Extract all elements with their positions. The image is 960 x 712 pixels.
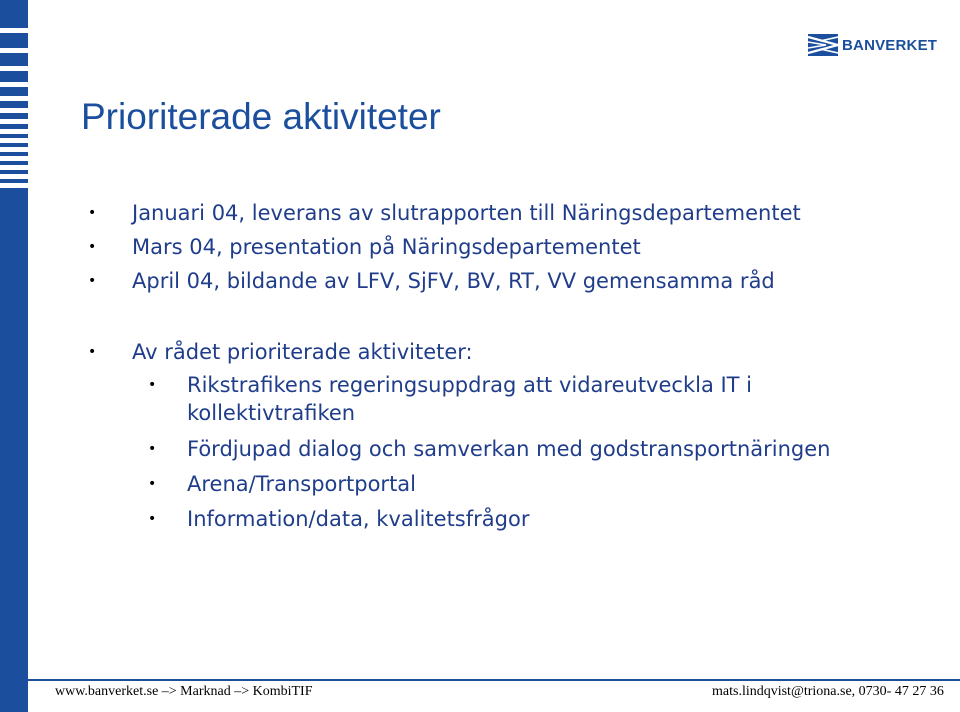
bullet-marker: • (88, 239, 97, 255)
sub-bullet-marker: • (148, 441, 157, 457)
bullet-item: Januari 04, leverans av slutrapporten till Näringsdepartementet (132, 201, 801, 225)
accent-stripe (0, 129, 28, 134)
bullet-item: Av rådet prioriterade aktiviteter: (132, 340, 473, 364)
sub-bullet-item: Fördjupad dialog och samverkan med godstransportnäringen (187, 437, 831, 461)
sub-bullet-marker: • (148, 377, 157, 393)
accent-stripe (0, 82, 28, 87)
bullet-marker: • (88, 205, 97, 221)
bullet-marker: • (88, 344, 97, 360)
accent-stripe (0, 147, 28, 152)
left-accent-bar (0, 0, 28, 712)
accent-stripe (0, 165, 28, 170)
bullet-item: April 04, bildande av LFV, SjFV, BV, RT, VV gemensamma råd (132, 269, 775, 293)
banverket-logo-icon (808, 34, 838, 56)
accent-stripe (0, 96, 28, 101)
accent-stripe (0, 174, 28, 179)
accent-stripe (0, 108, 28, 113)
sub-bullet-item: Arena/Transportportal (187, 472, 417, 496)
slide-title: Prioriterade aktiviteter (81, 96, 441, 137)
accent-stripe (0, 28, 28, 33)
sub-bullet-item: Information/data, kvalitetsfrågor (187, 507, 530, 531)
sub-bullet-item-continuation: kollektivtrafiken (187, 401, 356, 425)
accent-stripe (0, 183, 28, 188)
bullet-marker: • (88, 273, 97, 289)
accent-stripe (0, 66, 28, 71)
sub-bullet-marker: • (148, 511, 157, 527)
footer-contact[interactable]: mats.lindqvist@triona.se, 0730- 47 27 36 (712, 684, 944, 699)
sub-bullet-item: Rikstrafikens regeringsuppdrag att vidareutveckla IT i (187, 373, 753, 397)
accent-stripe (0, 119, 28, 124)
footer-link-path[interactable]: www.banverket.se –> Marknad –> KombiTIF (55, 684, 313, 699)
accent-stripe (0, 156, 28, 161)
accent-stripe (0, 48, 28, 53)
banverket-logo-text: BANVERKET (842, 36, 938, 54)
bullet-item: Mars 04, presentation på Näringsdepartementet (132, 235, 641, 259)
banverket-logo (808, 34, 937, 56)
sub-bullet-marker: • (148, 476, 157, 492)
footer-divider (0, 679, 960, 681)
accent-stripe (0, 138, 28, 143)
